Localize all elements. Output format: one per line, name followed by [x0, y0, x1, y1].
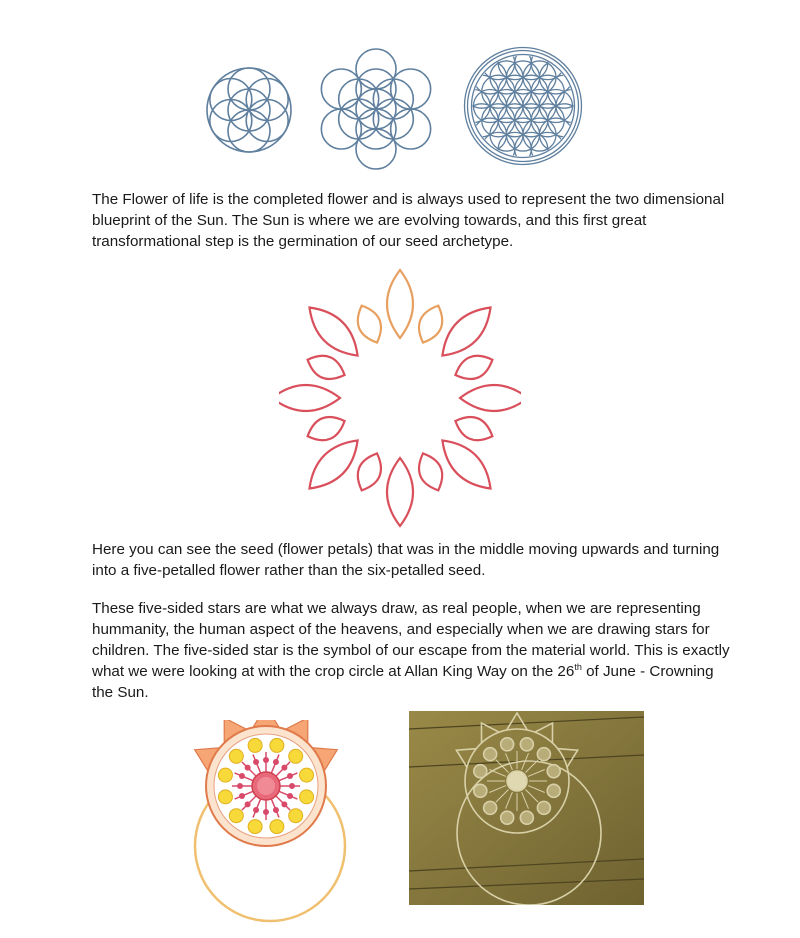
spoke-bead [237, 783, 243, 789]
crop-outer-circle [547, 784, 560, 797]
crop-circle-image [409, 711, 644, 905]
seed-of-life-figure [203, 64, 295, 156]
spoke-bead [289, 783, 295, 789]
spoke-bead [239, 793, 245, 799]
yellow-circle [229, 749, 243, 763]
paragraph-seed-petals: Here you can see the seed (flower petals) that was in the middle moving upwards and turning into a five-petalled flower rather than the six-petalled seed. [92, 541, 720, 579]
yellow-circle [218, 768, 232, 782]
yellow-circle [218, 790, 232, 804]
crop-outer-circle [520, 811, 533, 824]
spoke-bead [253, 807, 259, 813]
crop-outer-circle [547, 765, 560, 778]
outer-petal [387, 458, 413, 526]
spoke-bead [253, 759, 259, 765]
spoke-bead [245, 801, 251, 807]
spoke-bead [263, 757, 269, 763]
spoke-bead [287, 773, 293, 779]
crop-circle-photo [409, 711, 644, 905]
flower-of-life-icon [457, 47, 589, 166]
spoke-bead [239, 773, 245, 779]
egg-of-life-icon [321, 49, 430, 169]
crop-outer-circle [474, 765, 487, 778]
spoke-bead [287, 793, 293, 799]
text-part-2: of June - Crowning the Sun. [92, 663, 714, 701]
spoke-bead [273, 759, 279, 765]
yellow-circle [289, 749, 303, 763]
outer-petal [442, 440, 490, 488]
paragraph-five-sided-stars [92, 598, 732, 703]
ordinal-suffix: th [574, 661, 582, 672]
crop-outer-circle [501, 738, 514, 751]
yellow-circle [270, 820, 284, 834]
outer-petal [309, 440, 357, 488]
crop-outer-circle [484, 801, 497, 814]
yellow-circle [300, 790, 314, 804]
eight-petal-star-figure [279, 267, 521, 529]
text-part-1: These five-sided stars are what we always draw, as real people, when we are representing hummanity, the human aspect of the heavens, and especially when we are drawing stars for children. The five-sided star is the symbol of our escape from the material world. This is exactly what we were looking at with the crop circle at Allan King Way on the 26 [92, 600, 730, 680]
side-petal [308, 356, 345, 379]
seed-of-life-icon [207, 68, 291, 152]
crop-outer-circle [520, 738, 533, 751]
crop-outer-circle [537, 801, 550, 814]
center-sun-core [257, 777, 275, 795]
egg-of-life-figure [314, 48, 438, 170]
crop-outer-circle [501, 811, 514, 824]
crop-outer-circle [474, 784, 487, 797]
outer-petal [279, 385, 340, 411]
outer-petal [442, 307, 490, 355]
side-petal [455, 417, 492, 440]
crop-outer-circle [484, 748, 497, 761]
yellow-circle [300, 768, 314, 782]
eight-petal-star-icon [279, 270, 521, 526]
yellow-circle [289, 809, 303, 823]
outer-petal [460, 385, 521, 411]
yellow-circle [229, 809, 243, 823]
spoke-bead [245, 765, 251, 771]
spoke-bead [281, 801, 287, 807]
side-petal [308, 417, 345, 440]
yellow-circle [270, 738, 284, 752]
spoke-bead [281, 765, 287, 771]
side-petal [358, 453, 381, 490]
side-petal [419, 306, 442, 343]
yellow-circle [248, 738, 262, 752]
yellow-circle [248, 820, 262, 834]
paragraph-flower-of-life: The Flower of life is the completed flower and is always used to represent the two dimensional blueprint of the Sun. The Sun is where we are evolving towards, and this first great transformational step is the germination of our seed archetype. [92, 191, 725, 250]
spoke-bead [263, 809, 269, 815]
side-petal [358, 306, 381, 343]
crop-center [507, 771, 527, 791]
spoke-bead [273, 807, 279, 813]
side-petal [455, 356, 492, 379]
side-petal [419, 453, 442, 490]
crowning-sun-drawing [180, 720, 360, 926]
outer-petal [387, 270, 413, 338]
outer-petal [309, 307, 357, 355]
flower-of-life-figure [455, 38, 591, 174]
crop-outer-circle [537, 748, 550, 761]
